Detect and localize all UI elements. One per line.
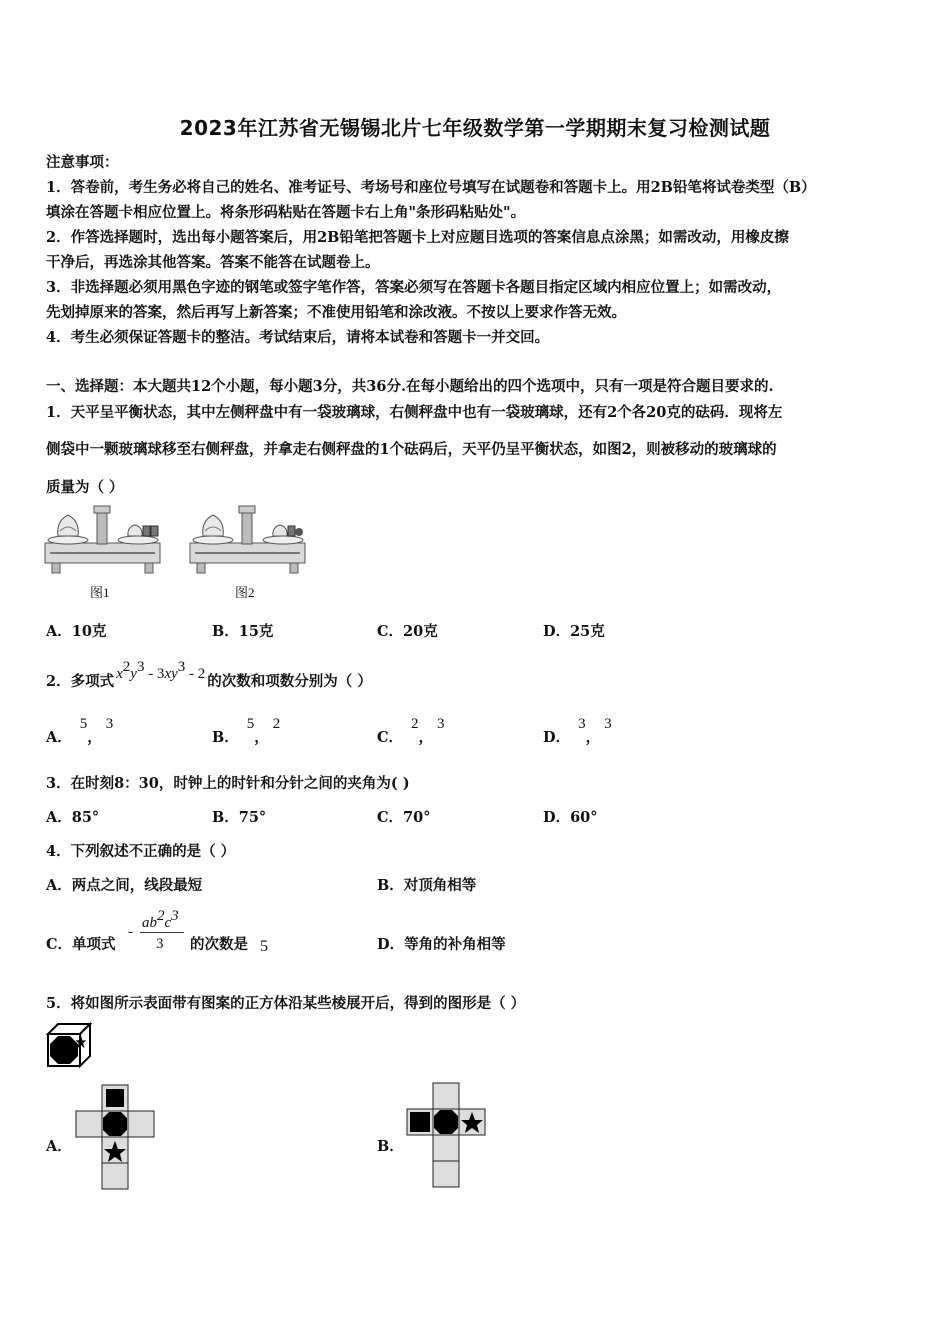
q1-option-d[interactable]: D．25克 bbox=[543, 623, 605, 640]
q1-text-line: 1．天平呈平衡状态，其中左侧秤盘中有一袋玻璃球，右侧秤盘中也有一袋玻璃球，还有2个各20克的砝码．现将左 bbox=[46, 404, 783, 421]
poly-exp: 2 bbox=[122, 659, 131, 675]
q1-text-line: 质量为（ ） bbox=[46, 479, 124, 496]
q4-option-d[interactable]: D．等角的补角相等 bbox=[377, 936, 506, 953]
q2-suffix: 的次数和项数分别为（ ） bbox=[207, 673, 372, 690]
q1-option-b[interactable]: B．15克 bbox=[212, 623, 274, 640]
q3-question: 3．在时刻8：30，时钟上的时针和分针之间的夹角为( ) bbox=[46, 775, 410, 792]
poly-exp: 3 bbox=[177, 659, 186, 675]
page-title: 2023年江苏省无锡锡北片七年级数学第一学期期末复习检测试题 bbox=[179, 116, 771, 140]
balance-scale-figure-2 bbox=[190, 506, 305, 573]
q3-option-c[interactable]: C．70° bbox=[377, 809, 431, 826]
q5-net-a bbox=[74, 1083, 158, 1191]
q2-prefix: 2．多项式 bbox=[46, 673, 115, 690]
notes-line: 4．考生必须保证答题卡的整洁。考试结束后，请将本试卷和答题卡一并交回。 bbox=[46, 329, 550, 346]
q2-polynomial bbox=[116, 659, 206, 682]
q3-option-d[interactable]: D．60° bbox=[543, 809, 598, 826]
monomial-numerator: $ab^2c^3$ bbox=[142, 908, 179, 931]
poly-op: - 3 bbox=[144, 666, 165, 682]
q4-option-b[interactable]: B．对顶角相等 bbox=[377, 877, 477, 894]
figure-2-caption: 图2 bbox=[235, 585, 255, 600]
q1-option-c[interactable]: C．20克 bbox=[377, 623, 438, 640]
notes-line: 2．作答选择题时，选出每小题答案后，用2B铅笔把答题卡上对应题目选项的答案信息点涂黑；如需改动，用橡皮擦 bbox=[46, 229, 789, 246]
balance-scale-figure-1 bbox=[45, 506, 160, 573]
q4-option-c[interactable] bbox=[46, 933, 116, 954]
q4-question: 4．下列叙述不正确的是（ ） bbox=[46, 843, 236, 860]
cube-figure bbox=[44, 1022, 94, 1068]
q4-c-suffix: 的次数是 bbox=[190, 936, 248, 953]
fraction-bar bbox=[140, 932, 184, 933]
q5-net-b bbox=[405, 1081, 489, 1189]
q2-option-c[interactable]: C．2，3 bbox=[377, 716, 445, 746]
q5-question: 5．将如图所示表面带有图案的正方体沿某些棱展开后，得到的图形是（ ） bbox=[46, 995, 526, 1012]
poly-term: x bbox=[116, 666, 123, 682]
monomial-denominator: 3 bbox=[156, 936, 164, 952]
q5-option-b[interactable]: B． bbox=[377, 1138, 404, 1155]
notes-line: 干净后，再选涂其他答案。答案不能答在试题卷上。 bbox=[46, 254, 380, 271]
poly-exp: 3 bbox=[136, 659, 145, 675]
q2-option-a[interactable]: A．5，3 bbox=[46, 716, 114, 746]
notes-line: 3．非选择题必须用黑色字迹的钢笔或签字笔作答，答案必须写在答题卡各题目指定区域内相应位置上；如需改动， bbox=[46, 279, 782, 296]
section-heading: 一、选择题：本大题共12个小题，每小题3分，共36分.在每小题给出的四个选项中，只有一项是符合题目要求的. bbox=[46, 378, 774, 395]
notes-line: 1．答卷前，考生务必将自己的姓名、准考证号、考场号和座位号填写在试题卷和答题卡上。用2B铅笔将试卷类型（B） bbox=[46, 179, 816, 196]
q1-text-line: 侧袋中一颗玻璃球移至右侧秤盘，并拿走右侧秤盘的1个砝码后，天平仍呈平衡状态，如图2，则被移动的玻璃球的 bbox=[46, 441, 777, 458]
poly-term: xy bbox=[164, 666, 178, 682]
q4-option-a[interactable]: A．两点之间，线段最短 bbox=[46, 877, 203, 894]
q3-option-b[interactable]: B．75° bbox=[212, 809, 267, 826]
q2-question bbox=[46, 659, 372, 691]
figure-1-caption: 图1 bbox=[90, 585, 110, 600]
q5-option-a[interactable]: A． bbox=[46, 1138, 72, 1155]
poly-op: - 2 bbox=[185, 666, 206, 682]
notes-line: 先划掉原来的答案，然后再写上新答案；不准使用铅笔和涂改液。不按以上要求作答无效。 bbox=[46, 304, 626, 321]
q4-c-value: 5 bbox=[260, 938, 268, 955]
q4-monomial bbox=[128, 908, 188, 958]
q1-option-a[interactable]: A．10克 bbox=[46, 623, 107, 640]
poly-term: y bbox=[130, 666, 137, 682]
monomial-sign: - bbox=[128, 924, 133, 940]
balance-figures bbox=[40, 503, 320, 578]
notes-line: 填涂在答题卡相应位置上。将条形码粘贴在答题卡右上角"条形码粘贴处"。 bbox=[46, 204, 526, 221]
q2-option-b[interactable]: B．5，2 bbox=[212, 716, 281, 746]
q4-c-prefix: C．单项式 bbox=[46, 936, 116, 953]
q2-option-d[interactable]: D．3，3 bbox=[543, 716, 612, 746]
notes-heading: 注意事项： bbox=[46, 154, 119, 171]
q3-option-a[interactable]: A．85° bbox=[46, 809, 100, 826]
